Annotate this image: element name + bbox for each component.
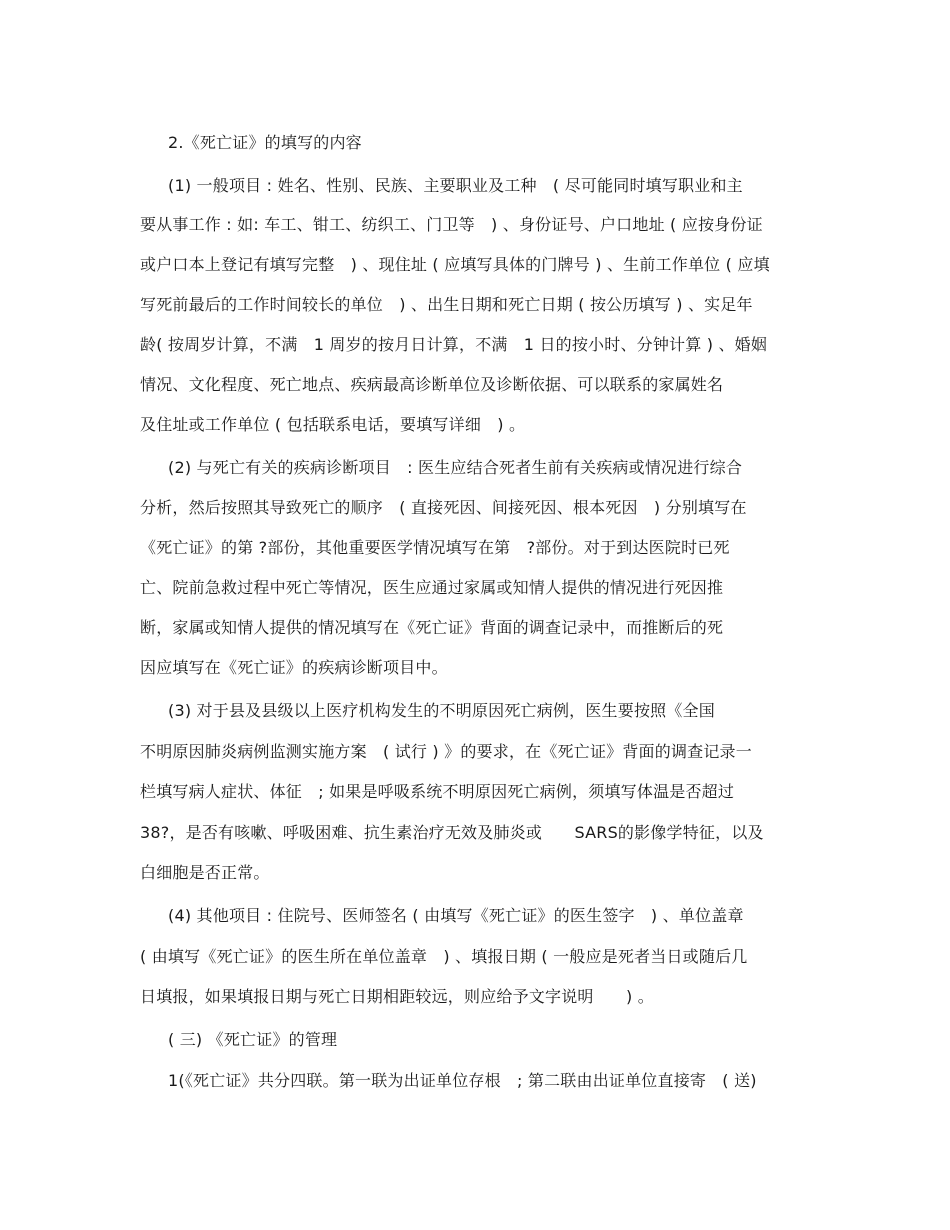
paragraph-line: 龄( 按周岁计算，不满 1 周岁的按月日计算，不满 1 日的按小时、分钟计算 ) 、婚姻: [140, 335, 768, 354]
paragraph-line: 亡、院前急救过程中死亡等情况，医生应通过家属或知情人提供的情况进行死因推: [140, 578, 724, 597]
paragraph-line: (2) 与死亡有关的疾病诊断项目 : 医生应结合死者生前有关疾病或情况进行综合: [168, 458, 743, 477]
paragraph-line: 白细胞是否正常。: [140, 863, 270, 882]
paragraph-line: 及住址或工作单位 ( 包括联系电话，要填写详细 ) 。: [140, 415, 526, 434]
paragraph-line: ( 由填写《死亡证》的医生所在单位盖章 ) 、填报日期 ( 一般应是死者当日或随后几: [140, 947, 748, 966]
paragraph-line: (1) 一般项目 : 姓名、性别、民族、主要职业及工种 ( 尽可能同时填写职业和主: [168, 176, 743, 195]
paragraph-line: (3) 对于县及县级以上医疗机构发生的不明原因死亡病例，医生要按照《全国: [168, 701, 715, 720]
paragraph-line: 栏填写病人症状、体征 ; 如果是呼吸系统不明原因死亡病例，须填写体温是否超过: [140, 782, 735, 801]
paragraph-line: 日填报，如果填报日期与死亡日期相距较远，则应给予文字说明 ) 。: [140, 987, 654, 1006]
paragraph-line: 断，家属或知情人提供的情况填写在《死亡证》背面的调查记录中，而推断后的死: [140, 618, 724, 637]
paragraph-line: 因应填写在《死亡证》的疾病诊断项目中。: [140, 658, 448, 677]
paragraph-line: 不明原因肺炎病例监测实施方案 ( 试行 ) 》的要求，在《死亡证》背面的调查记录一: [140, 742, 752, 761]
paragraph-line: 或户口本上登记有填写完整 ) 、现住址 ( 应填写具体的门牌号 ) 、生前工作单位 ( 应填: [140, 255, 770, 274]
paragraph-line: 1(《死亡证》共分四联。第一联为出证单位存根 ; 第二联由出证单位直接寄 ( 送): [168, 1071, 757, 1090]
paragraph-line: (4) 其他项目 : 住院号、医师签名 ( 由填写《死亡证》的医生签字 ) 、单位盖章: [168, 906, 744, 925]
paragraph-line: 情况、文化程度、死亡地点、疾病最高诊断单位及诊断依据、可以联系的家属姓名: [140, 375, 724, 394]
subsection-heading: ( 三) 《死亡证》的管理: [168, 1030, 338, 1049]
paragraph-line: 写死前最后的工作时间较长的单位 ) 、出生日期和死亡日期 ( 按公历填写 ) 、实足年: [140, 295, 753, 314]
paragraph-line: 38?，是否有咳嗽、呼吸困难、抗生素治疗无效及肺炎或 SARS的影像学特征，以及: [140, 823, 764, 842]
paragraph-line: 《死亡证》的第 ?部份，其他重要医学情况填写在第 ?部份。对于到达医院时已死: [140, 538, 730, 557]
section-heading: 2.《死亡证》的填写的内容: [168, 133, 362, 152]
paragraph-line: 分析，然后按照其导致死亡的顺序 ( 直接死因、间接死因、根本死因 ) 分别填写在: [140, 498, 747, 517]
paragraph-line: 要从事工作 : 如: 车工、钳工、纺织工、门卫等 ) 、身份证号、户口地址 ( 应按身份证: [140, 215, 763, 234]
